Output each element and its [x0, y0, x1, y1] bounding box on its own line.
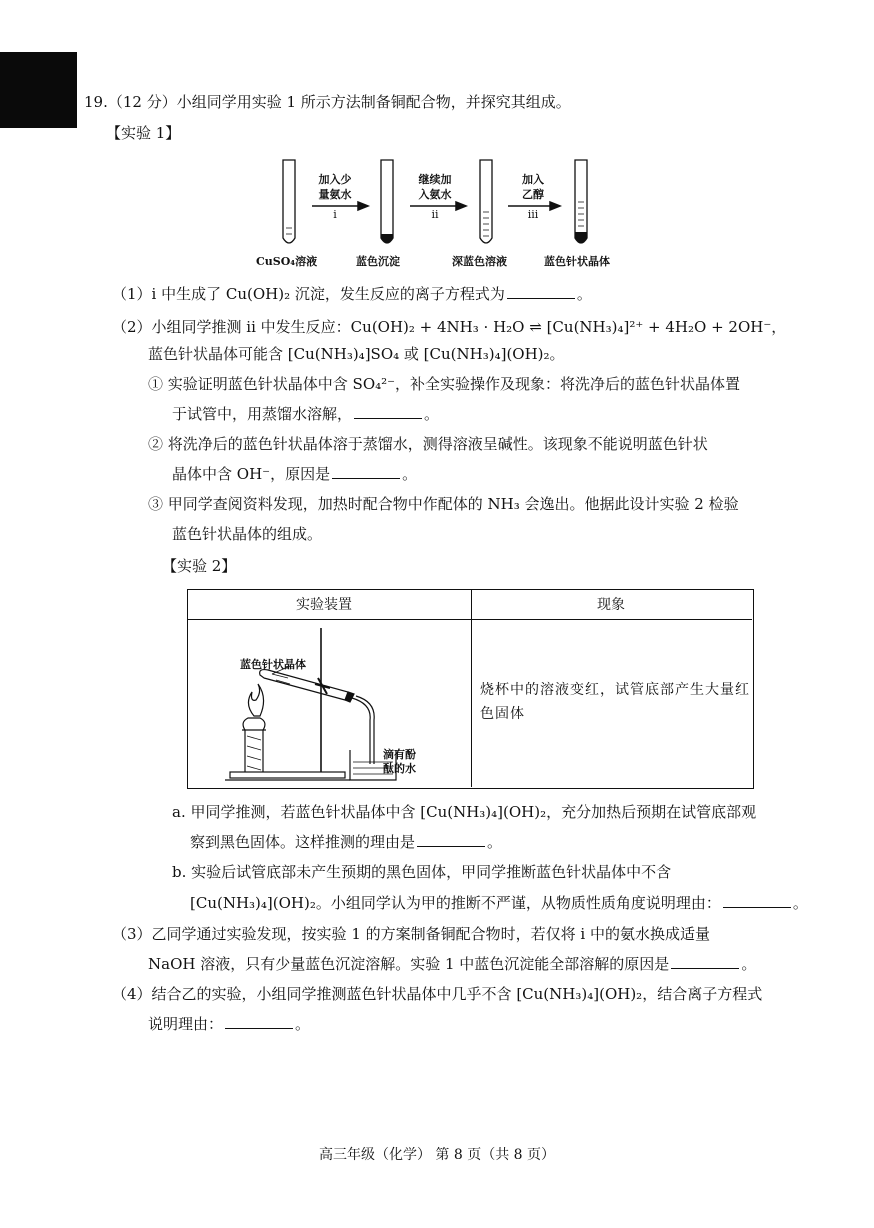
q3-line2: NaOH 溶液，只有少量蓝色沉淀溶解。实验 1 中蓝色沉淀能全部溶解的原因是 。	[148, 955, 757, 973]
test-tube-deep-blue-solution	[480, 160, 492, 243]
b-line1: b. 实验后试管底部未产生预期的黑色固体，甲同学推断蓝色针状晶体中不含	[172, 863, 672, 881]
arrow3-text-mid: 乙醇	[522, 188, 544, 201]
q4-line2: 说明理由： 。	[148, 1015, 311, 1033]
exp1-label: 【实验 1】	[106, 124, 181, 142]
arrow1-text-top: 加入少	[318, 173, 352, 186]
q2-2-line2: 晶体中含 OH⁻，原因是 。	[172, 465, 418, 483]
tube2-label: 蓝色沉淀	[356, 255, 400, 268]
test-tube-cuso4	[283, 160, 295, 243]
tube1-label: CuSO₄溶液	[256, 255, 318, 268]
q4-line1: （4）结合乙的实验，小组同学推测蓝色针状晶体中几乎不含 [Cu(NH₃)₄](OH)₂，结合离子方程式	[112, 985, 763, 1003]
table-header-phenomenon: 现象	[597, 597, 625, 613]
test-tube-blue-crystals	[575, 160, 587, 243]
q2-line1: （2）小组同学推测 ii 中发生反应：Cu(OH)₂ + 4NH₃ · H₂O ⇌ [Cu(NH₃)₄]²⁺ + 4H₂O + 2OH⁻，	[112, 318, 787, 336]
exp2-label: 【实验 2】	[162, 557, 237, 575]
b-line2: [Cu(NH₃)₄](OH)₂。小组同学认为甲的推断不严谨，从物质性质角度说明理由： 。	[190, 894, 808, 912]
apparatus-label-crystals: 蓝色针状晶体	[240, 658, 306, 671]
answer-blank	[723, 893, 791, 908]
test-tube-blue-precipitate	[381, 160, 393, 243]
beaker-label-line1: 滴有酚	[383, 748, 416, 761]
question-title: 19.（12 分）小组同学用实验 1 所示方法制备铜配合物，并探究其组成。	[84, 93, 571, 111]
answer-blank	[671, 954, 739, 969]
stand-base	[230, 772, 345, 778]
arrow2-text-mid: 入氨水	[418, 188, 452, 201]
answer-blank	[332, 464, 400, 479]
arrow3-step: iii	[527, 208, 539, 221]
arrow2-step: ii	[431, 208, 439, 221]
q1: （1）i 中生成了 Cu(OH)₂ 沉淀，发生反应的离子方程式为 。	[112, 285, 592, 303]
q2-2-line1: ② 将洗净后的蓝色针状晶体溶于蒸馏水，测得溶液呈碱性。该现象不能说明蓝色针状	[148, 435, 708, 453]
a-line1: a. 甲同学推测，若蓝色针状晶体中含 [Cu(NH₃)₄](OH)₂，充分加热后预期在试管底部观	[172, 803, 757, 821]
answer-blank	[354, 404, 422, 419]
beaker-label-line2: 酞的水	[383, 762, 416, 775]
answer-blank	[417, 832, 485, 847]
q2-1-line1: ① 实验证明蓝色针状晶体中含 SO₄²⁻，补全实验操作及现象：将洗净后的蓝色针状晶体置	[148, 375, 741, 393]
q2-1-line2: 于试管中，用蒸馏水溶解， 。	[172, 405, 440, 423]
arrow1-step: i	[333, 208, 337, 221]
arrow1-text-mid: 量氨水	[318, 188, 352, 201]
page-footer: 高三年级（化学） 第 8 页（共 8 页）	[318, 1147, 556, 1163]
answer-blank	[507, 284, 575, 299]
tube4-label: 蓝色针状晶体	[544, 255, 610, 268]
a-line2: 察到黑色固体。这样推测的理由是 。	[190, 833, 503, 851]
phenomenon-text: 烧杯中的溶液变红，试管底部产生大量红色固体	[480, 682, 750, 722]
arrow2-text-top: 继续加	[418, 173, 452, 186]
arrow3-text-top: 加入	[522, 173, 544, 186]
answer-blank	[225, 1014, 293, 1029]
corner-mark	[0, 52, 77, 128]
q2-3-line2: 蓝色针状晶体的组成。	[172, 525, 323, 543]
tube3-label: 深蓝色溶液	[452, 255, 507, 268]
table-header-apparatus: 实验装置	[296, 597, 352, 613]
exp1-figure	[250, 156, 630, 252]
q3-line1: （3）乙同学通过实验发现，按实验 1 的方案制备铜配合物时，若仅将 i 中的氨水换成适量	[112, 925, 710, 943]
q2-line2: 蓝色针状晶体可能含 [Cu(NH₃)₄]SO₄ 或 [Cu(NH₃)₄](OH)₂。	[148, 345, 565, 363]
flame	[248, 684, 263, 716]
alcohol-lamp	[243, 718, 265, 772]
q2-3-line1: ③ 甲同学查阅资料发现，加热时配合物中作配体的 NH₃ 会逸出。他据此设计实验 2 检验	[148, 495, 739, 513]
